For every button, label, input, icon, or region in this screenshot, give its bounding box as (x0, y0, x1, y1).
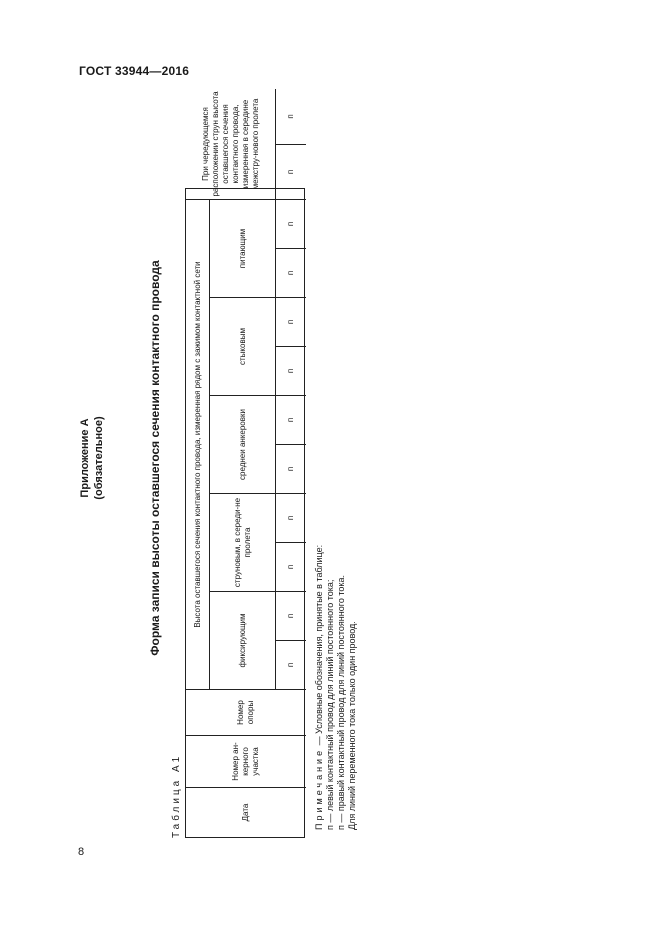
wire-label: п (276, 346, 306, 395)
clamp-type-string: струновым, в середи-не пролета (210, 493, 276, 591)
wire-label: п (276, 199, 306, 248)
appendix-status: (обязательное) (93, 416, 105, 500)
wire-label: п (276, 144, 306, 199)
col-header-section: Номер ан-керного участка (186, 735, 306, 787)
page-number: 8 (78, 846, 85, 858)
note-line-3: п — правый контактный провод для линий постоянного тока. (336, 575, 346, 830)
wire-label: п (276, 640, 306, 689)
alt-string-header: При чередующемся расположении струн высота оставшегося сечения контактного провода, измеренная в середине межстру-нового пролета (186, 89, 276, 199)
table-label: Таблица А1 (171, 753, 182, 838)
measurement-table (185, 91, 305, 838)
appendix-title: Приложение А (79, 418, 91, 498)
note-line-1 (314, 190, 325, 830)
wire-label: п (276, 591, 306, 640)
clamp-type-butt: стыковым (210, 297, 276, 395)
note-intro: — Условные обозначения, принятые в таблице: (314, 544, 324, 748)
form-title: Форма записи высоты оставшегося сечения контактного провода (148, 260, 162, 656)
table-note (314, 190, 358, 830)
wire-label: п (276, 444, 306, 493)
clamp-type-feeding: питающим (210, 199, 276, 297)
wire-label: п (276, 493, 306, 542)
clamp-type-fixing: фиксирующим (210, 591, 276, 689)
col-header-support: Номер опоры (186, 689, 306, 735)
document-header: ГОСТ 33944—2016 (79, 64, 190, 78)
note-line-2: п — левый контактный провод для линий постоянного тока; (325, 579, 335, 830)
wire-label: п (286, 114, 295, 119)
note-line-4: Для линий переменного тока только один провод. (347, 621, 357, 830)
wire-label: п (276, 248, 306, 297)
wire-label: п (276, 395, 306, 444)
wire-label: п (276, 297, 306, 346)
rotated-appendix-page (70, 78, 550, 838)
appendix-heading (78, 78, 106, 838)
clamp-type-mid-anchor: среднеи анкеровки (210, 395, 276, 493)
note-lead: Примечание (314, 747, 324, 830)
col-header-date: Дата (186, 787, 306, 837)
group-header: Высота оставшегося сечения контактного провода, измеренная рядом с зажимом контактной сети (186, 199, 210, 689)
wire-label: п (276, 542, 306, 591)
